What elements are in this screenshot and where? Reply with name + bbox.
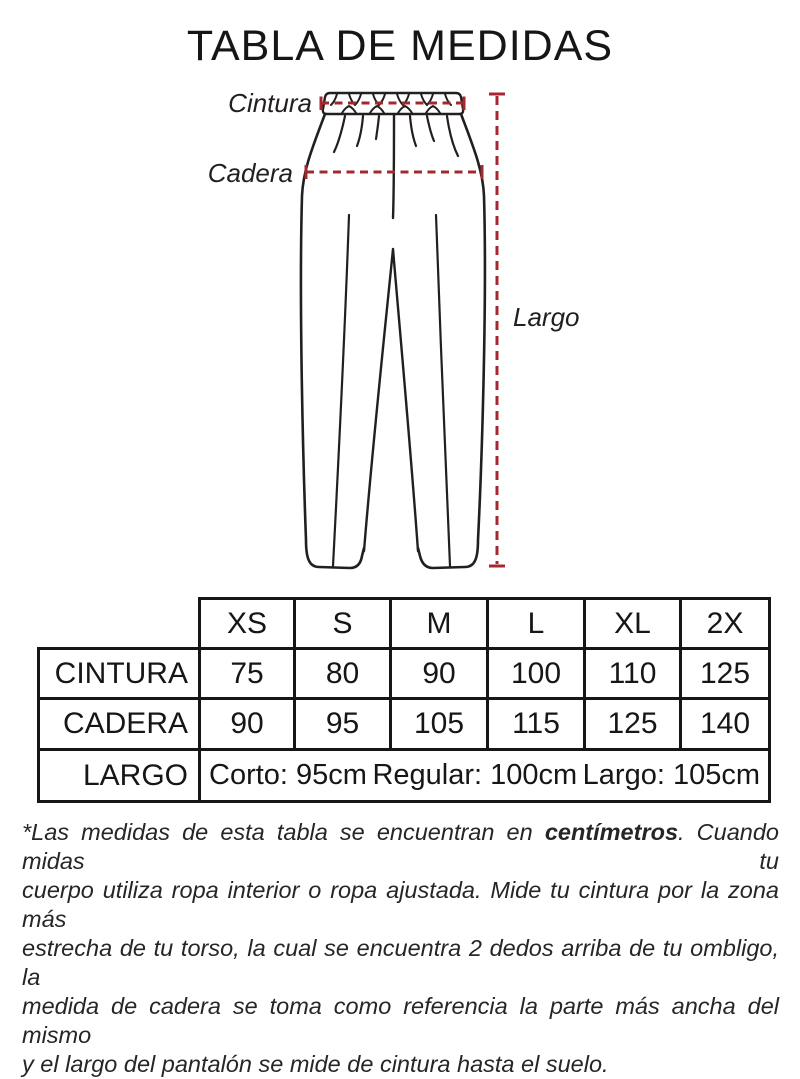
waist-row-label: CINTURA	[39, 649, 200, 699]
length-row-label: LARGO	[39, 750, 200, 802]
length-row	[39, 750, 770, 802]
footer-line-1-pre: *Las medidas de esta tabla se encuentran en	[22, 819, 545, 845]
footer-line-1	[22, 818, 779, 876]
length-label: Largo	[513, 302, 580, 332]
footer-line-5: y el largo del pantalón se mide de cintura hasta el suelo.	[22, 1051, 609, 1077]
hip-value-2x: 140	[681, 699, 770, 750]
waist-value-m: 90	[391, 649, 488, 699]
inner-leg-seams	[364, 249, 418, 551]
waist-value-xs: 75	[200, 649, 295, 699]
waist-label: Cintura	[228, 88, 312, 118]
hip-value-xl: 125	[585, 699, 681, 750]
size-header-xs: XS	[200, 599, 295, 649]
waist-value-s: 80	[295, 649, 391, 699]
waist-value-xl: 110	[585, 649, 681, 699]
length-measure-line	[489, 94, 505, 566]
center-crease	[393, 115, 394, 218]
footer-line-3: estrecha de tu torso, la cual se encuentra 2 dedos arriba de tu ombligo, la	[22, 935, 779, 990]
waist-value-l: 100	[488, 649, 585, 699]
size-header-2x: 2X	[681, 599, 770, 649]
waist-value-2x: 125	[681, 649, 770, 699]
hip-value-s: 95	[295, 699, 391, 750]
pants-outline-right	[418, 114, 485, 568]
pants-outline	[301, 114, 364, 568]
footer-note	[22, 818, 779, 1079]
size-header-row	[39, 599, 770, 649]
footer-line-1-bold: centímetros	[544, 819, 679, 845]
size-table	[37, 597, 771, 803]
fabric-gathers	[334, 116, 458, 156]
page-title: TABLA DE MEDIDAS	[186, 22, 614, 70]
length-option-short: Corto: 95cm	[209, 759, 367, 791]
size-header-m: M	[391, 599, 488, 649]
length-options-cell	[200, 750, 770, 802]
hip-value-xs: 90	[200, 699, 295, 750]
hip-value-m: 105	[391, 699, 488, 750]
hip-value-l: 115	[488, 699, 585, 750]
size-header-s: S	[295, 599, 391, 649]
hip-row	[39, 699, 770, 750]
hip-label: Cadera	[207, 158, 293, 188]
footer-line-1-post: . Cuando midas tu	[22, 819, 779, 874]
footer-line-4: medida de cadera se toma como referencia la parte más ancha del mismo	[22, 993, 779, 1048]
size-header-xl: XL	[585, 599, 681, 649]
size-header-l: L	[488, 599, 585, 649]
length-option-long: Largo: 105cm	[582, 759, 760, 791]
hip-row-label: CADERA	[39, 699, 200, 750]
table-corner-cell	[39, 599, 200, 649]
footer-line-2: cuerpo utiliza ropa interior o ropa ajustada. Mide tu cintura por la zona más	[22, 877, 779, 932]
length-option-regular: Regular: 100cm	[372, 759, 578, 791]
waist-row	[39, 649, 770, 699]
